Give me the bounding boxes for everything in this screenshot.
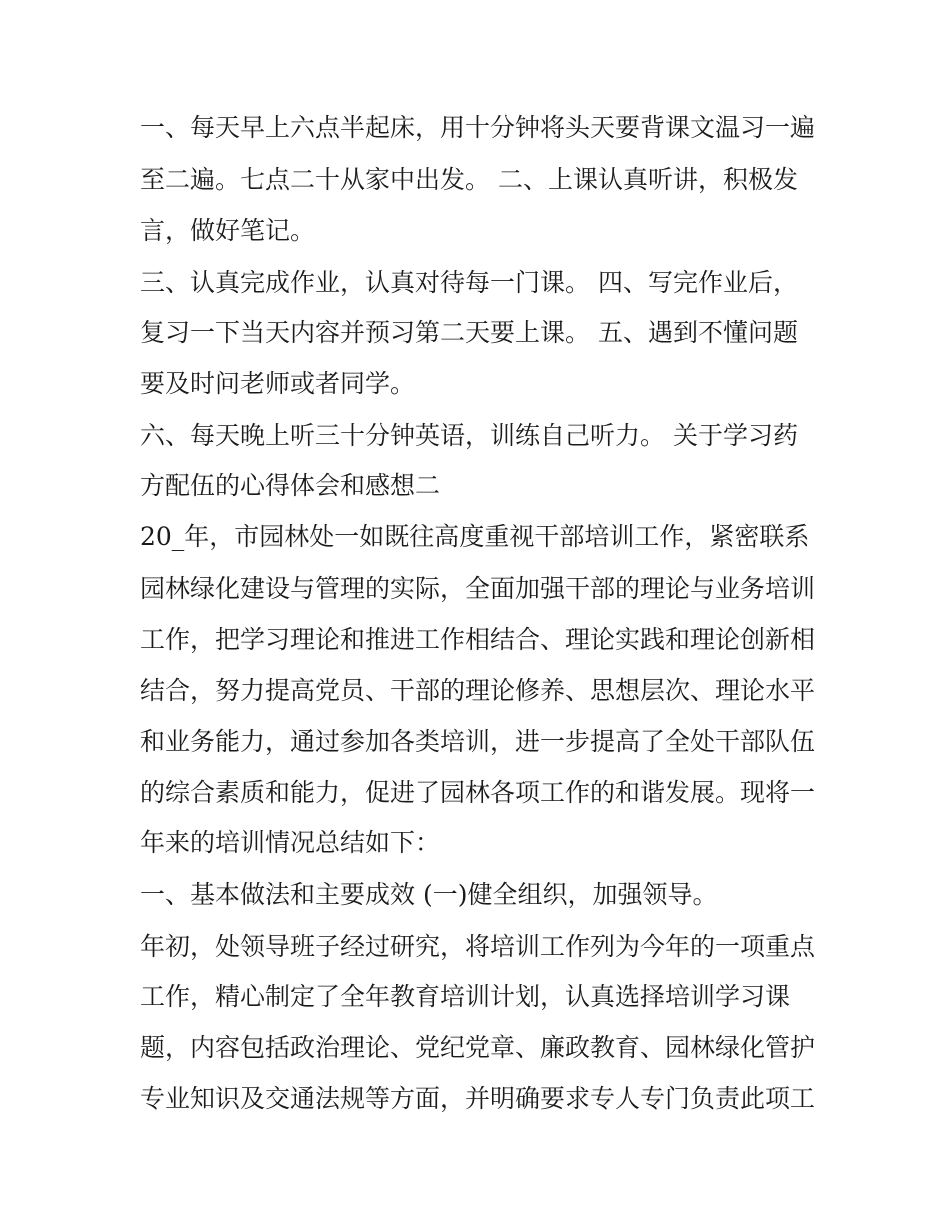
text-line: 一、基本做法和主要成效 (一)健全组织，加强领导。 [140, 880, 718, 909]
text-line: 三、认真完成作业，认真对待每一门课。 四、写完作业后， [140, 268, 798, 297]
text-line: 20_年，市园林处一如既往高度重视干部培训工作，紧密联系 [140, 522, 810, 551]
text-line: 言，做好笔记。 [140, 216, 316, 245]
text-line: 和业务能力，通过参加各类培训，进一步提高了全处干部队伍 [140, 727, 816, 756]
text-line: 六、每天晚上听三十分钟英语，训练自己听力。 关于学习药 [140, 421, 798, 450]
text-line: 题，内容包括政治理论、党纪党章、廉政教育、园林绿化管护 [140, 1033, 816, 1062]
text-line: 要及时问老师或者同学。 [140, 369, 416, 398]
text-line: 结合，努力提高党员、干部的理论修养、思想层次、理论水平 [140, 676, 816, 705]
text-line: 方配伍的心得体会和感想二 [140, 471, 441, 500]
text-line: 年初，处领导班子经过研究，将培训工作列为今年的一项重点 [140, 932, 816, 961]
text-line: 至二遍。七点二十从家中出发。 二、上课认真听讲，积极发 [140, 165, 798, 194]
text-line: 园林绿化建设与管理的实际，全面加强干部的理论与业务培训 [140, 574, 816, 603]
text-line: 年来的培训情况总结如下： [140, 828, 441, 857]
text-line: 一、每天早上六点半起床，用十分钟将头天要背课文温习一遍 [140, 113, 816, 142]
text-line: 工作，精心制定了全年教育培训计划，认真选择培训学习课 [140, 982, 791, 1011]
text-line: 专业知识及交通法规等方面，并明确要求专人专门负责此项工 [140, 1084, 816, 1113]
text-line: 的综合素质和能力，促进了园林各项工作的和谐发展。现将一 [140, 778, 816, 807]
text-line: 复习一下当天内容并预习第二天要上课。 五、遇到不懂问题 [140, 318, 798, 347]
text-line: 工作，把学习理论和推进工作相结合、理论实践和理论创新相 [140, 625, 816, 654]
